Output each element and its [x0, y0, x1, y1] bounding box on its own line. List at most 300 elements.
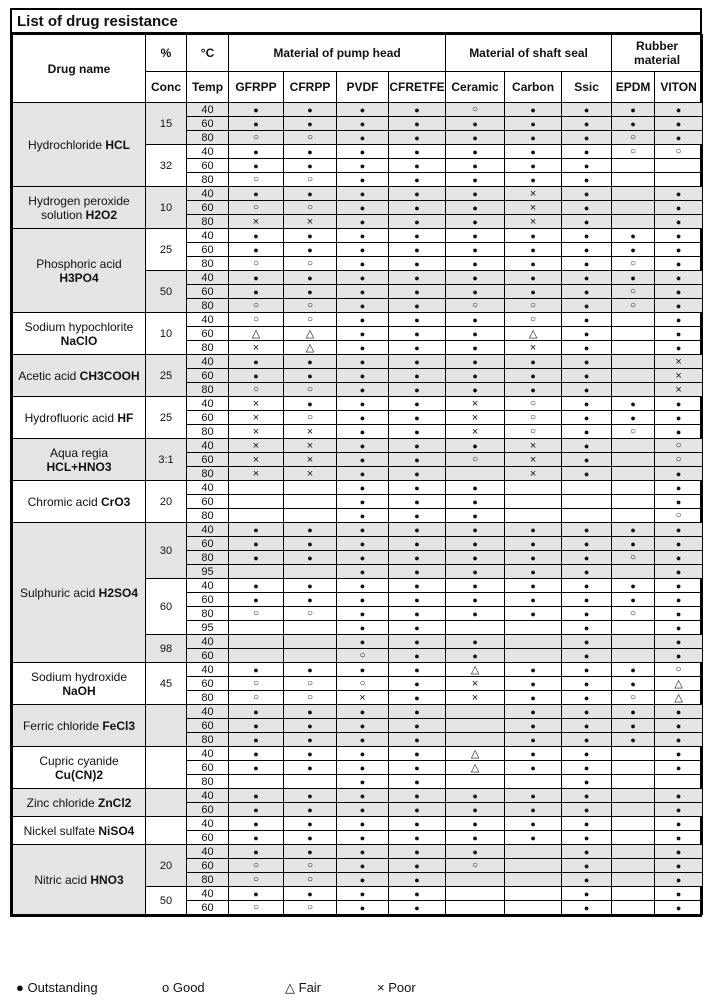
resistance-cell: ●: [446, 173, 505, 187]
resistance-cell: ●: [505, 817, 562, 831]
resistance-cell: ●: [562, 859, 612, 873]
resistance-cell: ●: [229, 243, 284, 257]
resistance-cell: ●: [337, 887, 389, 901]
resistance-cell: ●: [337, 467, 389, 481]
resistance-cell: ●: [562, 117, 612, 131]
resistance-cell: ●: [284, 103, 337, 117]
resistance-cell: [284, 495, 337, 509]
temp-cell: 80: [187, 257, 229, 271]
resistance-cell: ●: [655, 887, 703, 901]
resistance-cell: ●: [562, 761, 612, 775]
resistance-cell: ●: [505, 229, 562, 243]
resistance-cell: ●: [389, 131, 446, 145]
resistance-cell: ●: [337, 173, 389, 187]
resistance-cell: ●: [505, 103, 562, 117]
resistance-cell: ●: [337, 901, 389, 915]
conc-cell: 20: [146, 845, 187, 887]
temp-cell: 40: [187, 271, 229, 285]
resistance-cell: ●: [389, 831, 446, 845]
resistance-cell: ●: [655, 523, 703, 537]
resistance-cell: [612, 635, 655, 649]
resistance-cell: ●: [562, 439, 612, 453]
resistance-cell: ●: [337, 313, 389, 327]
resistance-cell: ●: [229, 887, 284, 901]
resistance-cell: ●: [337, 537, 389, 551]
resistance-cell: ○: [284, 691, 337, 705]
resistance-cell: [612, 649, 655, 663]
resistance-cell: ○: [612, 607, 655, 621]
resistance-cell: ●: [229, 803, 284, 817]
resistance-cell: ●: [389, 159, 446, 173]
resistance-cell: ○: [505, 411, 562, 425]
temp-cell: 40: [187, 887, 229, 901]
resistance-cell: ●: [655, 243, 703, 257]
resistance-cell: ●: [337, 159, 389, 173]
resistance-cell: ●: [505, 369, 562, 383]
resistance-cell: ●: [337, 341, 389, 355]
resistance-cell: ○: [612, 299, 655, 313]
resistance-cell: ●: [612, 663, 655, 677]
resistance-cell: ×: [655, 383, 703, 397]
resistance-cell: ●: [505, 271, 562, 285]
resistance-cell: ●: [446, 789, 505, 803]
resistance-cell: ●: [655, 607, 703, 621]
resistance-cell: ○: [229, 901, 284, 915]
resistance-cell: ●: [562, 355, 612, 369]
resistance-cell: ●: [389, 761, 446, 775]
resistance-cell: ●: [337, 817, 389, 831]
resistance-cell: [284, 649, 337, 663]
resistance-cell: ●: [655, 803, 703, 817]
resistance-table-body: [13, 103, 703, 915]
resistance-cell: ●: [505, 117, 562, 131]
resistance-cell: ●: [562, 887, 612, 901]
resistance-cell: ○: [446, 103, 505, 117]
resistance-cell: ●: [562, 621, 612, 635]
resistance-cell: ●: [229, 355, 284, 369]
col-header-cfrpp: CFRPP: [284, 72, 337, 103]
temp-cell: 40: [187, 845, 229, 859]
resistance-cell: ●: [446, 187, 505, 201]
page-title: List of drug resistance: [12, 10, 700, 34]
resistance-cell: ×: [505, 453, 562, 467]
resistance-cell: ○: [284, 383, 337, 397]
temp-cell: 40: [187, 523, 229, 537]
resistance-cell: ●: [229, 719, 284, 733]
resistance-cell: ●: [446, 439, 505, 453]
resistance-cell: ×: [446, 691, 505, 705]
resistance-cell: [612, 901, 655, 915]
resistance-cell: ●: [655, 341, 703, 355]
drug-name-cell: Nitric acid HNO3: [13, 845, 146, 915]
conc-cell: 25: [146, 229, 187, 271]
resistance-cell: [229, 635, 284, 649]
resistance-cell: ○: [655, 453, 703, 467]
resistance-cell: ●: [446, 271, 505, 285]
resistance-cell: [612, 341, 655, 355]
resistance-cell: ●: [655, 705, 703, 719]
table-row: [13, 313, 703, 327]
resistance-cell: [612, 383, 655, 397]
resistance-cell: ○: [612, 551, 655, 565]
resistance-cell: ●: [446, 495, 505, 509]
table-row: [13, 439, 703, 453]
resistance-cell: ×: [505, 187, 562, 201]
conc-cell: [146, 817, 187, 845]
resistance-cell: ●: [337, 425, 389, 439]
resistance-cell: ●: [655, 495, 703, 509]
resistance-cell: ○: [612, 131, 655, 145]
resistance-cell: ●: [337, 285, 389, 299]
resistance-cell: [229, 775, 284, 789]
resistance-cell: ×: [284, 425, 337, 439]
resistance-cell: ○: [655, 145, 703, 159]
resistance-cell: [612, 159, 655, 173]
resistance-cell: ●: [562, 383, 612, 397]
resistance-table: [12, 34, 703, 915]
drug-name-cell: Nickel sulfate NiSO4: [13, 817, 146, 845]
resistance-cell: ●: [229, 285, 284, 299]
resistance-cell: ●: [505, 789, 562, 803]
col-header-pvdf: PVDF: [337, 72, 389, 103]
resistance-cell: ●: [655, 551, 703, 565]
resistance-cell: ●: [284, 369, 337, 383]
resistance-cell: ●: [505, 761, 562, 775]
resistance-cell: ●: [612, 705, 655, 719]
resistance-cell: ●: [612, 719, 655, 733]
resistance-cell: [446, 621, 505, 635]
resistance-cell: ●: [389, 313, 446, 327]
resistance-cell: ●: [389, 215, 446, 229]
resistance-cell: ●: [612, 523, 655, 537]
resistance-cell: [655, 775, 703, 789]
resistance-cell: ●: [655, 285, 703, 299]
resistance-cell: ●: [389, 201, 446, 215]
resistance-cell: ●: [562, 873, 612, 887]
resistance-cell: ●: [655, 831, 703, 845]
resistance-cell: ●: [562, 313, 612, 327]
col-header-ssic: Ssic: [562, 72, 612, 103]
temp-cell: 60: [187, 411, 229, 425]
resistance-cell: ●: [655, 103, 703, 117]
resistance-cell: [505, 509, 562, 523]
resistance-cell: ●: [562, 719, 612, 733]
resistance-cell: ●: [446, 313, 505, 327]
resistance-cell: ●: [229, 747, 284, 761]
resistance-cell: ●: [337, 607, 389, 621]
drug-name-cell: Hydrofluoric acid HF: [13, 397, 146, 439]
resistance-cell: ○: [229, 257, 284, 271]
resistance-cell: [229, 649, 284, 663]
resistance-cell: ×: [446, 397, 505, 411]
resistance-cell: ○: [337, 677, 389, 691]
resistance-cell: ●: [337, 621, 389, 635]
resistance-cell: [612, 775, 655, 789]
resistance-cell: ●: [505, 537, 562, 551]
resistance-cell: [612, 859, 655, 873]
resistance-cell: ×: [505, 439, 562, 453]
resistance-cell: ●: [389, 803, 446, 817]
temp-cell: 95: [187, 621, 229, 635]
resistance-cell: ●: [562, 677, 612, 691]
resistance-cell: [655, 173, 703, 187]
resistance-cell: ●: [284, 229, 337, 243]
resistance-cell: [655, 159, 703, 173]
temp-cell: 40: [187, 747, 229, 761]
temp-cell: 80: [187, 873, 229, 887]
resistance-cell: ●: [446, 257, 505, 271]
resistance-cell: ×: [655, 355, 703, 369]
resistance-cell: ●: [229, 579, 284, 593]
resistance-cell: ●: [612, 229, 655, 243]
temp-cell: 60: [187, 831, 229, 845]
drug-name-cell: Sodium hypochlorite NaClO: [13, 313, 146, 355]
resistance-cell: ●: [446, 481, 505, 495]
resistance-cell: ○: [505, 313, 562, 327]
resistance-cell: ●: [337, 551, 389, 565]
resistance-cell: ●: [655, 229, 703, 243]
resistance-cell: ○: [284, 411, 337, 425]
resistance-cell: ×: [229, 397, 284, 411]
resistance-cell: ●: [562, 299, 612, 313]
resistance-cell: ○: [229, 691, 284, 705]
resistance-cell: ●: [389, 719, 446, 733]
resistance-cell: [562, 509, 612, 523]
resistance-cell: ●: [337, 131, 389, 145]
resistance-cell: ●: [389, 397, 446, 411]
resistance-cell: ●: [612, 579, 655, 593]
resistance-cell: [229, 509, 284, 523]
resistance-cell: [612, 747, 655, 761]
resistance-cell: ●: [446, 607, 505, 621]
resistance-cell: ○: [284, 173, 337, 187]
table-row: [13, 229, 703, 243]
resistance-cell: [612, 873, 655, 887]
resistance-cell: [505, 859, 562, 873]
resistance-cell: ●: [284, 159, 337, 173]
resistance-cell: ●: [229, 733, 284, 747]
resistance-cell: [612, 845, 655, 859]
resistance-cell: ●: [612, 537, 655, 551]
resistance-cell: ○: [446, 453, 505, 467]
resistance-cell: ●: [389, 817, 446, 831]
resistance-cell: ●: [337, 243, 389, 257]
resistance-cell: [229, 565, 284, 579]
resistance-cell: △: [284, 341, 337, 355]
resistance-cell: ●: [337, 201, 389, 215]
resistance-cell: ●: [446, 131, 505, 145]
resistance-cell: ●: [284, 747, 337, 761]
resistance-cell: ●: [562, 243, 612, 257]
temp-cell: 60: [187, 159, 229, 173]
resistance-cell: ○: [284, 859, 337, 873]
temp-cell: 80: [187, 299, 229, 313]
resistance-cell: ●: [562, 131, 612, 145]
table-row: [13, 845, 703, 859]
resistance-cell: ○: [284, 677, 337, 691]
resistance-cell: ●: [505, 523, 562, 537]
resistance-cell: ●: [389, 677, 446, 691]
resistance-cell: ●: [562, 635, 612, 649]
resistance-cell: ●: [446, 117, 505, 131]
resistance-cell: [612, 313, 655, 327]
resistance-cell: ●: [562, 817, 612, 831]
col-group-shaft-seal: Material of shaft seal: [446, 35, 612, 72]
resistance-cell: ●: [505, 131, 562, 145]
resistance-cell: ●: [505, 733, 562, 747]
resistance-cell: [612, 453, 655, 467]
resistance-cell: △: [655, 677, 703, 691]
resistance-cell: ×: [505, 341, 562, 355]
resistance-cell: ×: [229, 215, 284, 229]
resistance-cell: △: [446, 663, 505, 677]
resistance-cell: ●: [655, 201, 703, 215]
resistance-cell: ●: [389, 467, 446, 481]
resistance-cell: ●: [612, 733, 655, 747]
resistance-cell: ○: [284, 131, 337, 145]
temp-cell: 80: [187, 341, 229, 355]
resistance-cell: ●: [389, 369, 446, 383]
conc-cell: 32: [146, 145, 187, 187]
resistance-cell: [612, 173, 655, 187]
resistance-cell: ●: [284, 803, 337, 817]
resistance-cell: ○: [229, 173, 284, 187]
resistance-cell: ●: [562, 453, 612, 467]
resistance-cell: ●: [389, 327, 446, 341]
resistance-cell: [229, 621, 284, 635]
resistance-cell: [612, 439, 655, 453]
resistance-cell: [612, 509, 655, 523]
legend-label-poor: Poor: [388, 980, 416, 995]
resistance-cell: ○: [612, 425, 655, 439]
resistance-cell: ●: [446, 635, 505, 649]
resistance-cell: ●: [389, 579, 446, 593]
resistance-cell: ●: [337, 579, 389, 593]
resistance-cell: [505, 635, 562, 649]
legend-label-fair: Fair: [298, 980, 322, 995]
resistance-cell: ●: [562, 159, 612, 173]
conc-cell: [146, 789, 187, 817]
resistance-cell: [612, 481, 655, 495]
resistance-cell: ○: [655, 439, 703, 453]
resistance-cell: ●: [655, 537, 703, 551]
resistance-cell: ●: [389, 593, 446, 607]
drug-name-cell: Sulphuric acid H2SO4: [13, 523, 146, 663]
resistance-cell: ●: [655, 131, 703, 145]
resistance-cell: ●: [389, 845, 446, 859]
resistance-cell: [446, 775, 505, 789]
resistance-cell: ●: [284, 117, 337, 131]
resistance-cell: ●: [505, 747, 562, 761]
resistance-cell: ●: [389, 145, 446, 159]
resistance-cell: ●: [284, 579, 337, 593]
resistance-cell: ●: [612, 117, 655, 131]
drug-name-cell: Hydrochloride HCL: [13, 103, 146, 187]
resistance-cell: ●: [389, 481, 446, 495]
resistance-cell: ●: [562, 789, 612, 803]
resistance-cell: ●: [655, 565, 703, 579]
drug-name-cell: Aqua regia HCL+HNO3: [13, 439, 146, 481]
resistance-cell: ●: [655, 411, 703, 425]
resistance-cell: ●: [655, 215, 703, 229]
temp-cell: 80: [187, 509, 229, 523]
table-row: [13, 397, 703, 411]
resistance-cell: ○: [229, 859, 284, 873]
resistance-cell: ●: [655, 635, 703, 649]
legend-item-fair: [285, 980, 377, 996]
col-header-temp: Temp: [187, 72, 229, 103]
resistance-cell: ●: [337, 327, 389, 341]
temp-cell: 80: [187, 551, 229, 565]
resistance-cell: ●: [446, 355, 505, 369]
resistance-cell: ○: [612, 691, 655, 705]
resistance-cell: [612, 369, 655, 383]
resistance-cell: ●: [655, 719, 703, 733]
resistance-cell: ●: [562, 803, 612, 817]
resistance-cell: ○: [284, 901, 337, 915]
temp-cell: 60: [187, 677, 229, 691]
temp-cell: 60: [187, 117, 229, 131]
resistance-cell: ●: [284, 663, 337, 677]
resistance-cell: ●: [655, 299, 703, 313]
resistance-cell: ●: [337, 495, 389, 509]
resistance-cell: [505, 845, 562, 859]
resistance-cell: [562, 481, 612, 495]
resistance-cell: ●: [562, 425, 612, 439]
resistance-cell: ●: [446, 159, 505, 173]
resistance-cell: ●: [389, 789, 446, 803]
resistance-cell: ×: [229, 467, 284, 481]
resistance-cell: ○: [229, 313, 284, 327]
resistance-cell: ●: [389, 635, 446, 649]
resistance-cell: ●: [446, 243, 505, 257]
resistance-cell: ●: [389, 747, 446, 761]
resistance-cell: [562, 495, 612, 509]
resistance-cell: ●: [389, 509, 446, 523]
resistance-cell: ●: [446, 845, 505, 859]
legend-item-good: [162, 980, 285, 995]
resistance-cell: [612, 355, 655, 369]
resistance-cell: ●: [284, 523, 337, 537]
resistance-cell: ●: [446, 565, 505, 579]
resistance-cell: ●: [655, 901, 703, 915]
resistance-cell: ●: [337, 439, 389, 453]
legend-label-outstanding: Outstanding: [27, 980, 98, 995]
resistance-cell: ●: [389, 495, 446, 509]
resistance-cell: [612, 201, 655, 215]
table-row: [13, 789, 703, 803]
resistance-cell: ●: [284, 719, 337, 733]
resistance-cell: ○: [655, 663, 703, 677]
resistance-cell: ●: [562, 607, 612, 621]
resistance-cell: ●: [446, 341, 505, 355]
resistance-cell: ●: [562, 579, 612, 593]
resistance-cell: ●: [389, 117, 446, 131]
resistance-cell: ●: [337, 803, 389, 817]
resistance-cell: ●: [229, 117, 284, 131]
resistance-cell: ●: [389, 733, 446, 747]
resistance-cell: ●: [337, 271, 389, 285]
temp-cell: 40: [187, 313, 229, 327]
resistance-cell: ○: [229, 383, 284, 397]
col-header-ceramic: Ceramic: [446, 72, 505, 103]
resistance-cell: ●: [389, 663, 446, 677]
drug-name-cell: Ferric chloride FeCl3: [13, 705, 146, 747]
resistance-cell: ●: [446, 817, 505, 831]
resistance-cell: ×: [229, 341, 284, 355]
resistance-cell: ●: [337, 411, 389, 425]
resistance-cell: ●: [505, 607, 562, 621]
